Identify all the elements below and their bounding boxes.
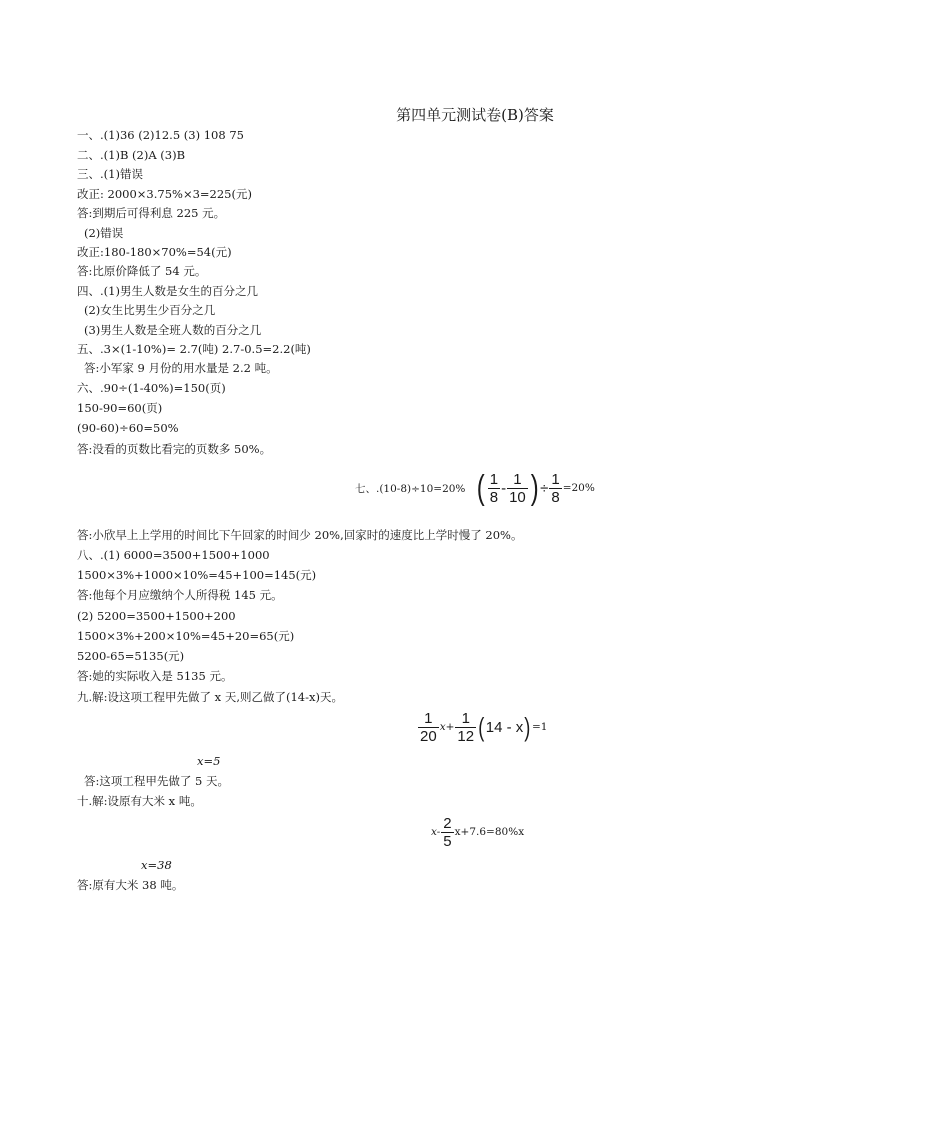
answer-line: 答:这项工程甲先做了 5 天。 xyxy=(84,774,230,788)
fraction xyxy=(507,471,528,506)
answer-line: 五、.3×(1-10%)= 2.7(吨) 2.7-0.5=2.2(吨) xyxy=(77,342,311,356)
numerator: 1 xyxy=(424,709,433,727)
fraction xyxy=(441,815,453,850)
right-paren: ) xyxy=(524,712,531,742)
answer-line: 答:没看的页数比看完的页数多 50%。 xyxy=(77,442,272,456)
numerator: 1 xyxy=(551,470,560,488)
equation-suffix: =20% xyxy=(562,482,595,494)
answer-line: (2)女生比男生少百分之几 xyxy=(84,303,216,317)
equation-ten xyxy=(431,812,524,852)
numerator: 2 xyxy=(443,814,452,832)
answer-line: 一、.(1)36 (2)12.5 (3) 108 75 xyxy=(77,128,244,142)
answer-line: (2)错误 xyxy=(84,226,124,240)
fraction xyxy=(455,710,476,745)
answer-line: (90-60)÷60=50% xyxy=(77,421,179,435)
answer-line: 八、.(1) 6000=3500+1500+1000 xyxy=(77,548,270,562)
denominator: 12 xyxy=(457,727,475,745)
denominator: 8 xyxy=(551,488,560,506)
answer-line: 5200-65=5135(元) xyxy=(77,649,185,663)
left-paren: ( xyxy=(478,712,485,742)
answer-line: 1500×3%+200×10%=45+20=65(元) xyxy=(77,629,295,643)
answer-line: 六、.90÷(1-40%)=150(页) xyxy=(77,381,226,395)
equation-seven xyxy=(355,464,595,512)
answer-line: 答:比原价降低了 54 元。 xyxy=(77,264,207,278)
equation-rest: x+7.6=80%x xyxy=(454,826,525,838)
variable-term: x- xyxy=(431,826,441,838)
denominator: 10 xyxy=(509,488,526,506)
solution-value: x=38 xyxy=(141,858,172,872)
answer-line: (3)男生人数是全班人数的百分之几 xyxy=(84,323,262,337)
answer-line: 改正:180-180×70%=54(元) xyxy=(77,245,232,259)
parenthesized-term: 14 - x xyxy=(485,718,524,736)
equation-prefix: 七、.(10-8)÷10=20% xyxy=(355,482,466,495)
solution-value: x=5 xyxy=(197,754,221,768)
left-paren: ( xyxy=(477,469,486,507)
denominator: 8 xyxy=(489,488,499,506)
answer-line: 十.解:设原有大米 x 吨。 xyxy=(77,794,202,808)
equation-suffix: =1 xyxy=(531,721,548,733)
answer-line: 1500×3%+1000×10%=45+100=145(元) xyxy=(77,568,317,582)
answer-line: 答:小欣早上上学用的时间比下午回家的时间少 20%,回家时的速度比上学时慢了 20%。 xyxy=(77,528,523,542)
numerator: 1 xyxy=(513,470,522,488)
numerator: 1 xyxy=(489,470,499,488)
numerator: 1 xyxy=(461,709,470,727)
answer-line: 四、.(1)男生人数是女生的百分之几 xyxy=(77,284,258,298)
denominator: 5 xyxy=(443,832,452,850)
denominator: 20 xyxy=(420,727,437,745)
answer-line: 九.解:设这项工程甲先做了 x 天,则乙做了(14-x)天。 xyxy=(77,690,343,704)
answer-line: 三、.(1)错误 xyxy=(77,167,143,181)
fraction xyxy=(549,471,561,506)
fraction xyxy=(488,471,500,506)
answer-line: 答:小军家 9 月份的用水量是 2.2 吨。 xyxy=(84,361,278,375)
right-paren: ) xyxy=(530,469,539,507)
answer-line: 改正: 2000×3.75%×3=225(元) xyxy=(77,187,252,201)
variable-term: x+ xyxy=(439,721,455,733)
equation-nine xyxy=(417,706,547,748)
fraction xyxy=(418,710,439,745)
operator: ÷ xyxy=(540,479,549,497)
answer-line: 二、.(1)B (2)A (3)B xyxy=(77,148,186,162)
answer-line: (2) 5200=3500+1500+200 xyxy=(77,609,236,623)
operator: - xyxy=(501,479,507,497)
answer-line: 150-90=60(页) xyxy=(77,401,163,415)
answer-line: 答:她的实际收入是 5135 元。 xyxy=(77,669,233,683)
answer-line: 答:到期后可得利息 225 元。 xyxy=(77,206,226,220)
answer-line: 答:他每个月应缴纳个人所得税 145 元。 xyxy=(77,588,283,602)
page-title: 第四单元测试卷(B)答案 xyxy=(396,106,554,124)
answer-line: 答:原有大米 38 吨。 xyxy=(77,878,184,892)
